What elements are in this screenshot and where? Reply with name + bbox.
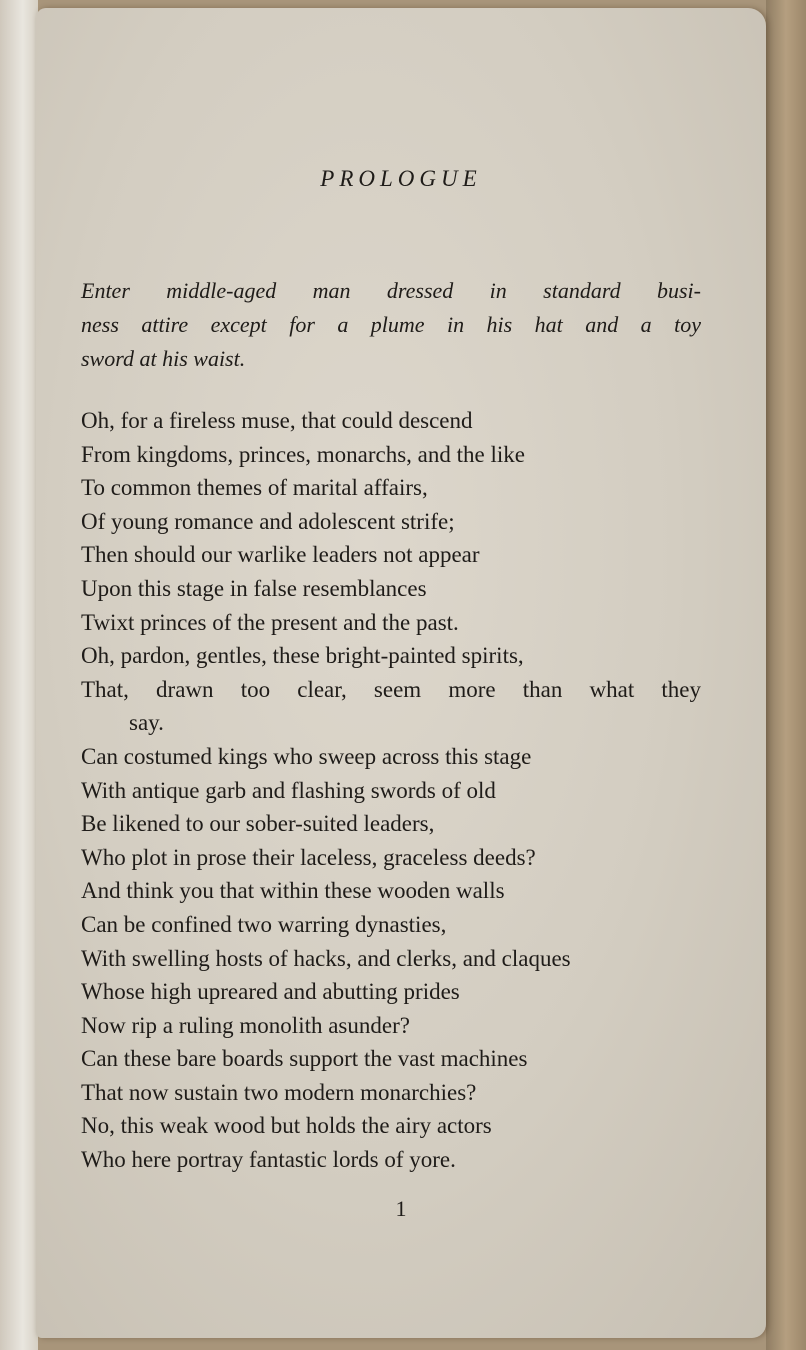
verse-line: Of young romance and adolescent strife; (81, 508, 455, 534)
verse-line: Upon this stage in false resemblances (81, 575, 427, 601)
verse-line: Oh, pardon, gentles, these bright-painted spirits, (81, 643, 524, 669)
verse-line: Who plot in prose their laceless, graceless deeds? (81, 844, 536, 870)
verse-line: That now sustain two modern monarchies? (81, 1079, 477, 1105)
verse-line-continuation: say. (129, 710, 164, 736)
verse-block (81, 404, 701, 1177)
verse-line: Then should our warlike leaders not appear (81, 542, 480, 568)
page-number: 1 (395, 1196, 407, 1221)
book-page (36, 8, 766, 1338)
verse-line: Oh, for a fireless muse, that could descend (81, 408, 473, 433)
verse-line: Can these bare boards support the vast machines (81, 1046, 528, 1072)
page-title: PROLOGUE (320, 166, 482, 191)
verse-line: To common themes of marital affairs, (81, 475, 428, 501)
verse-line: Whose high upreared and abutting prides (81, 979, 460, 1005)
verse-line: Twixt princes of the present and the past. (81, 609, 459, 635)
stage-direction-line: ness attire except for a plume in his hat and a toy (81, 312, 701, 337)
verse-line: Now rip a ruling monolith asunder? (81, 1012, 410, 1038)
verse-line: That, drawn too clear, seem more than what they (81, 676, 701, 702)
verse-line: No, this weak wood but holds the airy actors (81, 1113, 492, 1139)
verse-line: Be likened to our sober-suited leaders, (81, 811, 435, 837)
verse-line: Who here portray fantastic lords of yore. (81, 1147, 456, 1173)
verse-line: With swelling hosts of hacks, and clerks, and claques (81, 945, 571, 971)
verse-line: From kingdoms, princes, monarchs, and the like (81, 441, 525, 467)
verse-line: Can costumed kings who sweep across this stage (81, 743, 532, 769)
book-cover-edge (766, 0, 806, 1350)
verse-line: With antique garb and flashing swords of old (81, 777, 496, 803)
stage-direction-line: sword at his waist. (81, 346, 246, 371)
stage-direction-line: Enter middle-aged man dressed in standard busi- (81, 278, 701, 303)
verse-line: Can be confined two warring dynasties, (81, 911, 447, 937)
left-page-edge (0, 0, 38, 1350)
stage-direction (81, 274, 701, 376)
verse-line: And think you that within these wooden walls (81, 878, 505, 904)
